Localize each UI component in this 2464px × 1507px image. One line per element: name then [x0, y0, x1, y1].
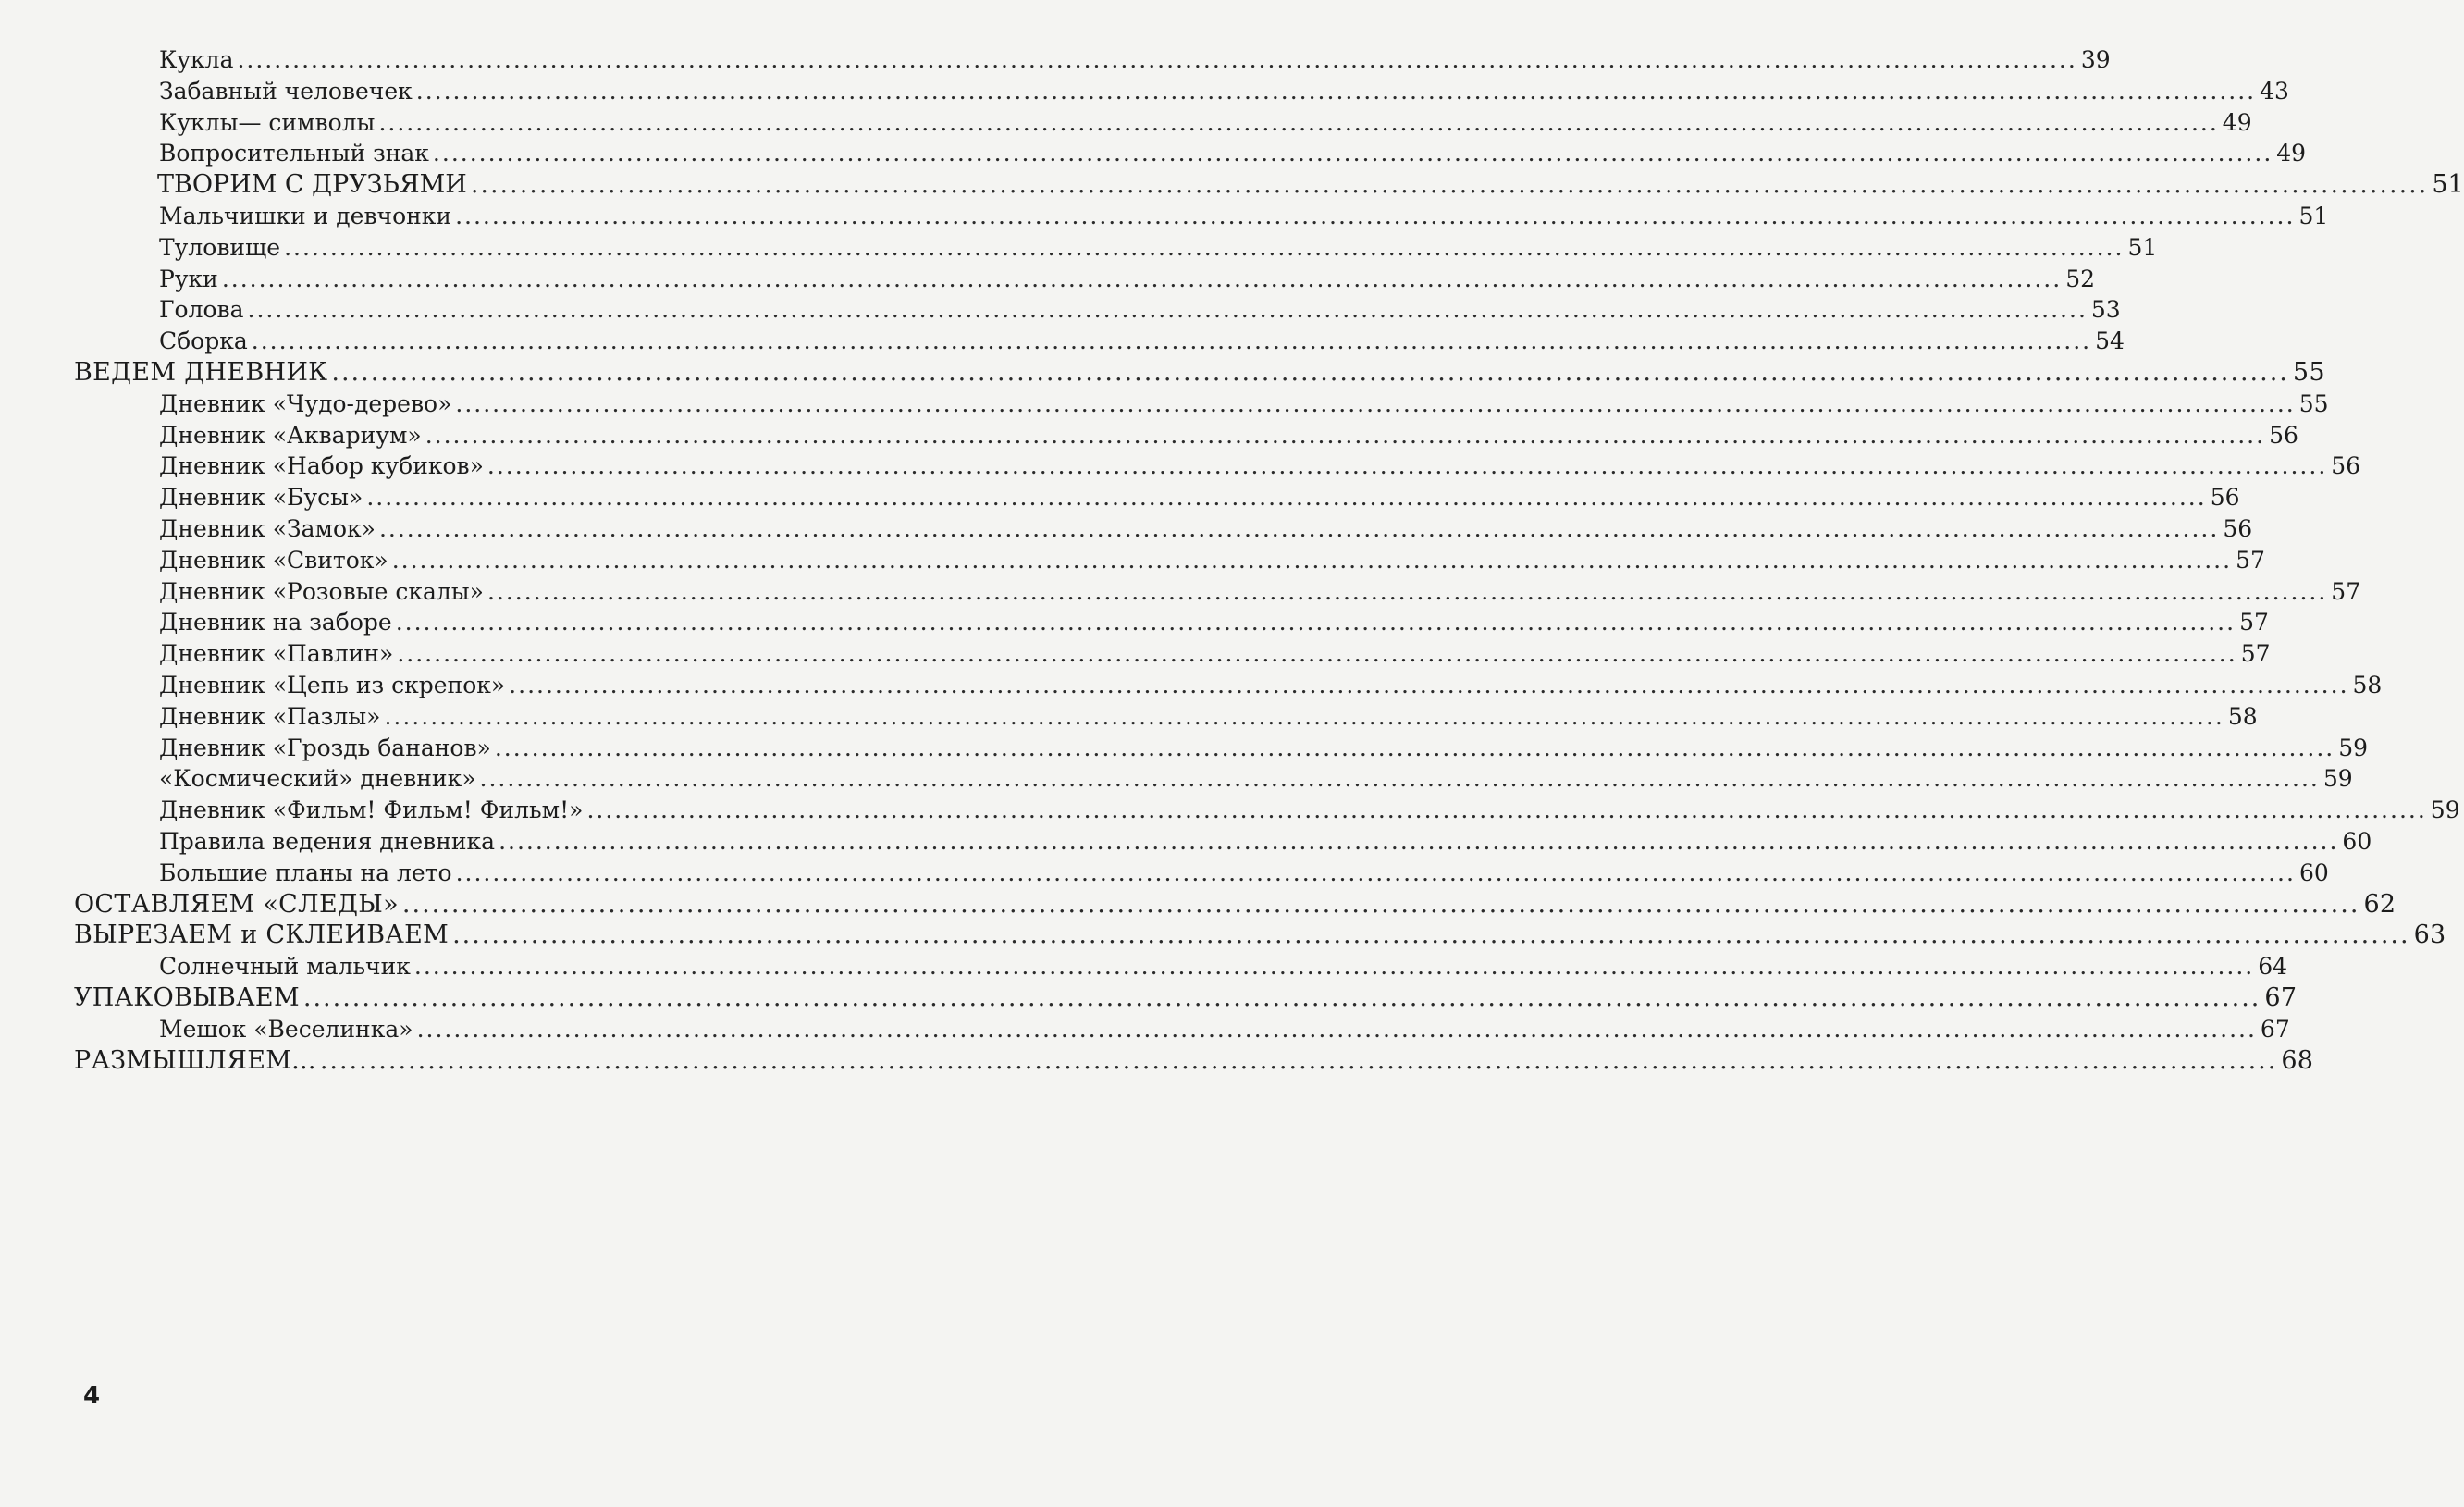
toc-entry	[0, 76, 2289, 107]
toc-entry	[0, 763, 2353, 795]
toc-entry-page: 51	[2432, 170, 2464, 200]
dot-leader: ........................................................................................................................................................................................................	[413, 953, 2255, 981]
dot-leader: ........................................................................................................................................................................................................	[415, 77, 2257, 105]
toc-entry-page: 57	[2239, 609, 2269, 636]
toc-entry-page: 56	[2223, 514, 2253, 542]
dot-leader: ........................................................................................................................................................................................................	[479, 765, 2320, 793]
dot-leader: ........................................................................................................................................................................................................	[384, 702, 2224, 730]
dot-leader: ........................................................................................................................................................................................................	[378, 108, 2219, 136]
toc-entry-page: 39	[2080, 46, 2111, 73]
dot-leader: ........................................................................................................................................................................................................	[455, 858, 2296, 886]
toc-entry	[0, 107, 2252, 139]
toc-entry	[0, 201, 2329, 232]
toc-entry	[0, 264, 2095, 295]
toc-entry-page: 59	[2430, 797, 2460, 824]
dot-leader: ........................................................................................................................................................................................................	[319, 1045, 2278, 1075]
page-number: 4	[83, 1382, 101, 1410]
toc-entry-title: Большие планы на лето	[159, 858, 452, 886]
dot-leader: ........................................................................................................................................................................................................	[366, 484, 2207, 512]
dot-leader: ........................................................................................................................................................................................................	[391, 546, 2233, 574]
dot-leader: ........................................................................................................................................................................................................	[395, 609, 2236, 636]
toc-entry-page: 43	[2260, 77, 2289, 105]
toc-entry	[0, 545, 2265, 576]
toc-entry-page: 57	[2240, 640, 2271, 668]
dot-leader: ........................................................................................................................................................................................................	[378, 514, 2220, 542]
toc-entry-title: Дневник «Павлин»	[159, 640, 394, 668]
toc-entry-page: 53	[2090, 296, 2121, 324]
toc-entry-title: Дневник «Гроздь бананов»	[159, 734, 491, 761]
toc-entry-title: РАЗМЫШЛЯЕМ...	[74, 1045, 316, 1075]
toc-entry-page: 56	[2210, 484, 2240, 512]
toc-entry	[0, 638, 2271, 670]
toc-entry-page: 49	[2276, 140, 2307, 167]
toc-entry-title: «Космический» дневник»	[159, 765, 476, 793]
dot-leader: ........................................................................................................................................................................................................	[425, 421, 2266, 449]
dot-leader: ........................................................................................................................................................................................................	[302, 982, 2261, 1012]
toc-entry-title: Дневник «Розовые скалы»	[159, 577, 484, 605]
toc-entry	[0, 138, 2307, 169]
toc-entry-page: 64	[2258, 953, 2288, 981]
toc-entry-page: 67	[2264, 982, 2298, 1012]
toc-entry-page: 59	[2322, 765, 2353, 793]
toc-entry-page: 62	[2363, 889, 2396, 919]
dot-leader: ........................................................................................................................................................................................................	[455, 202, 2296, 229]
toc-entry-page: 67	[2260, 1015, 2290, 1043]
toc-entry-title: Дневник «Аквариум»	[159, 421, 422, 449]
toc-entry-page: 49	[2222, 108, 2252, 136]
dot-leader: ........................................................................................................................................................................................................	[487, 577, 2328, 605]
toc-entry-title: Дневник «Фильм! Фильм! Фильм!»	[159, 797, 584, 824]
toc-entry-title: Дневник «Набор кубиков»	[159, 452, 484, 480]
toc-entry-title: Дневник на заборе	[159, 609, 392, 636]
dot-leader: ........................................................................................................................................................................................................	[586, 797, 2427, 824]
toc-entry-title: Дневник «Бусы»	[159, 484, 363, 512]
toc-entry-title: Дневник «Пазлы»	[159, 702, 381, 730]
toc-entry-page: 56	[2269, 421, 2298, 449]
toc-entry-title: Дневник «Замок»	[159, 514, 376, 542]
toc-entry	[0, 513, 2253, 545]
toc-entry	[0, 451, 2361, 482]
toc-entry-title: Голова	[159, 296, 244, 324]
toc-entry	[0, 44, 2111, 76]
toc-entry-page: 60	[2298, 858, 2329, 886]
toc-entry-page: 68	[2281, 1045, 2314, 1075]
toc-entry	[0, 858, 2329, 889]
toc-entry	[0, 826, 2372, 858]
toc-entry-title: Вопросительный знак	[159, 140, 429, 167]
toc-entry	[0, 420, 2298, 451]
toc-entry	[0, 1045, 2314, 1077]
dot-leader: ........................................................................................................................................................................................................	[221, 265, 2063, 292]
toc-entry-page: 55	[2298, 389, 2329, 417]
toc-entry	[0, 795, 2460, 826]
dot-leader: ........................................................................................................................................................................................................	[401, 889, 2360, 919]
table-of-contents	[0, 44, 2464, 1076]
dot-leader: ........................................................................................................................................................................................................	[499, 827, 2339, 855]
toc-entry-page: 60	[2342, 827, 2372, 855]
toc-entry	[0, 357, 2325, 389]
toc-entry	[0, 294, 2121, 326]
toc-entry-page: 56	[2331, 452, 2361, 480]
toc-entry	[0, 607, 2269, 638]
toc-entry-title: Солнечный мальчик	[159, 953, 411, 981]
dot-leader: ........................................................................................................................................................................................................	[432, 140, 2273, 167]
toc-entry	[0, 733, 2369, 764]
toc-entry-title: Мешок «Веселинка»	[159, 1015, 413, 1043]
toc-entry-page: 59	[2338, 734, 2369, 761]
toc-entry-title: Дневник «Цепь из скрепок»	[159, 671, 506, 698]
toc-entry	[0, 326, 2125, 357]
toc-entry	[0, 951, 2288, 982]
toc-entry-title: ОСТАВЛЯЕМ «СЛЕДЫ»	[74, 889, 399, 919]
dot-leader: ........................................................................................................................................................................................................	[509, 671, 2349, 698]
toc-entry	[0, 232, 2158, 264]
dot-leader: ........................................................................................................................................................................................................	[494, 734, 2335, 761]
toc-entry-page: 51	[2127, 233, 2158, 261]
toc-entry-title: Правила ведения дневника	[159, 827, 496, 855]
toc-entry-title: Мальчишки и девчонки	[159, 202, 452, 229]
toc-entry-page: 54	[2095, 327, 2125, 355]
toc-entry-title: Туловище	[159, 233, 281, 261]
toc-entry-title: Куклы— символы	[159, 108, 376, 136]
toc-entry-title: УПАКОВЫВАЕМ	[74, 982, 300, 1012]
toc-entry	[0, 701, 2258, 733]
toc-entry	[0, 920, 2446, 951]
toc-entry	[0, 482, 2240, 513]
toc-entry	[0, 670, 2383, 701]
toc-entry	[0, 1014, 2290, 1045]
dot-leader: ........................................................................................................................................................................................................	[416, 1015, 2257, 1043]
toc-entry	[0, 982, 2298, 1014]
dot-leader: ........................................................................................................................................................................................................	[284, 233, 2125, 261]
toc-entry-page: 55	[2292, 357, 2325, 387]
toc-entry-page: 58	[2227, 702, 2258, 730]
toc-entry-title: ТВОРИМ С ДРУЗЬЯМИ	[157, 170, 467, 200]
toc-entry	[0, 576, 2361, 608]
dot-leader: ........................................................................................................................................................................................................	[251, 327, 2092, 355]
dot-leader: ........................................................................................................................................................................................................	[470, 170, 2429, 200]
dot-leader: ........................................................................................................................................................................................................	[487, 452, 2328, 480]
toc-entry	[0, 889, 2396, 920]
toc-entry-page: 57	[2236, 546, 2265, 574]
toc-entry-title: ВЕДЕМ ДНЕВНИК	[74, 357, 328, 387]
dot-leader: ........................................................................................................................................................................................................	[237, 46, 2077, 73]
toc-entry-title: Забавный человечек	[159, 77, 413, 105]
dot-leader: ........................................................................................................................................................................................................	[455, 389, 2296, 417]
toc-entry-title: Руки	[159, 265, 218, 292]
toc-entry-title: Сборка	[159, 327, 248, 355]
toc-entry-title: ВЫРЕЗАЕМ и СКЛЕИВАЕМ	[74, 920, 450, 950]
toc-entry-title: Дневник «Свиток»	[159, 546, 388, 574]
toc-entry-page: 52	[2065, 265, 2095, 292]
dot-leader: ........................................................................................................................................................................................................	[247, 296, 2088, 324]
dot-leader: ........................................................................................................................................................................................................	[452, 920, 2410, 950]
toc-entry-title: Дневник «Чудо-дерево»	[159, 389, 452, 417]
toc-entry-page: 51	[2298, 202, 2329, 229]
toc-entry-page: 57	[2331, 577, 2361, 605]
toc-entry	[0, 169, 2464, 201]
toc-entry-page: 58	[2352, 671, 2383, 698]
toc-entry	[0, 389, 2329, 420]
dot-leader: ........................................................................................................................................................................................................	[397, 640, 2237, 668]
toc-entry-title: Кукла	[159, 46, 234, 73]
dot-leader: ........................................................................................................................................................................................................	[331, 357, 2289, 387]
toc-entry-page: 63	[2413, 920, 2446, 950]
